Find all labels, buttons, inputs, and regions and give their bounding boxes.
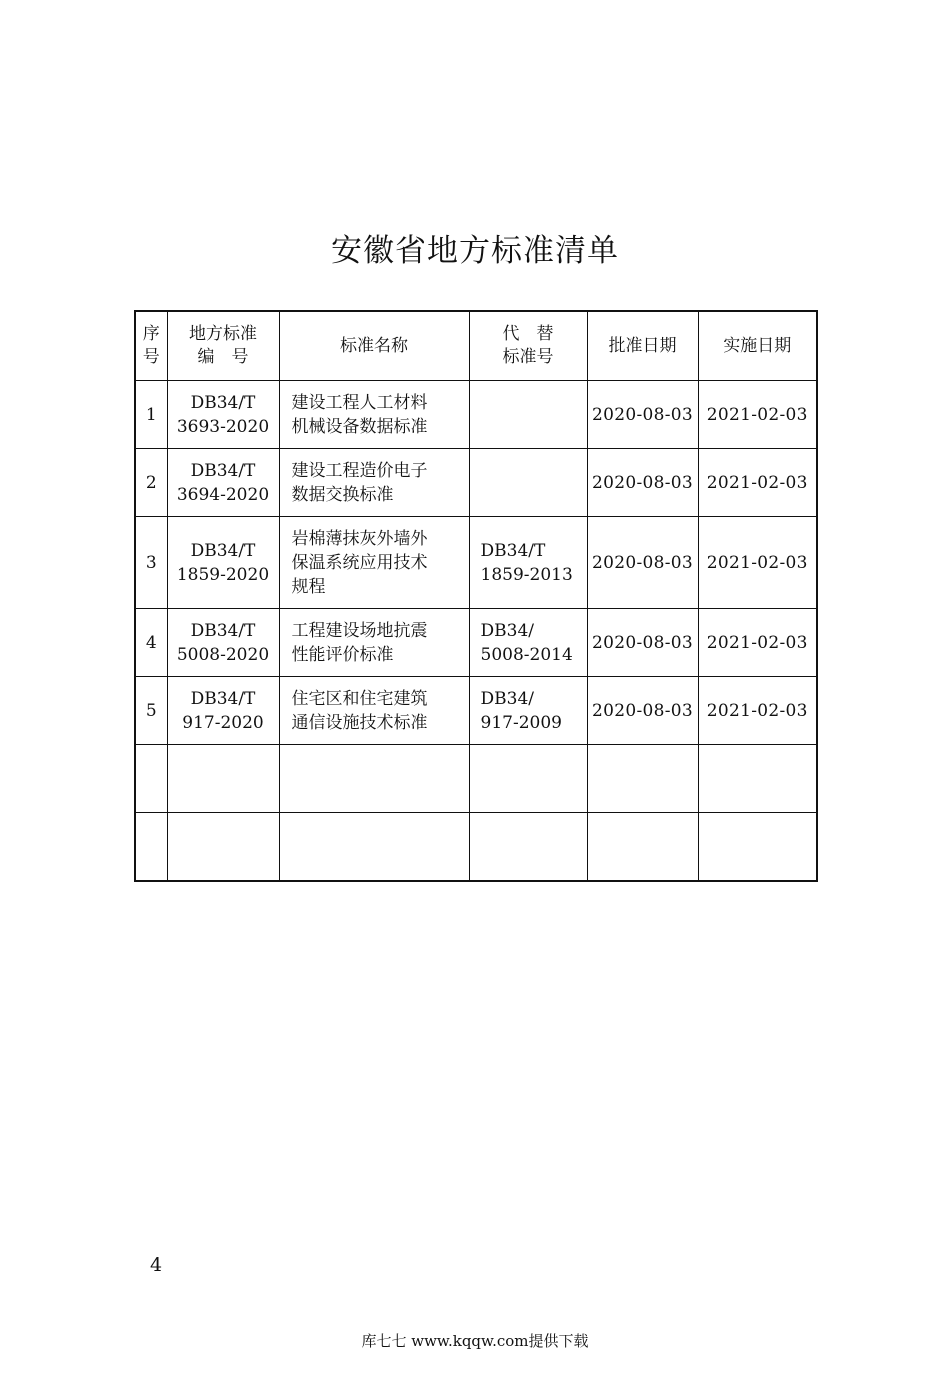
table-header-row	[135, 311, 817, 381]
table-row	[135, 449, 817, 517]
cell-approve-date: 2020-08-03	[587, 517, 698, 609]
cell-replace	[469, 449, 587, 517]
table-row	[135, 517, 817, 609]
header-effective-date: 实施日期	[698, 311, 817, 381]
table-row	[135, 677, 817, 745]
header-approve-date: 批准日期	[587, 311, 698, 381]
empty-cell	[587, 813, 698, 882]
standards-table	[134, 310, 818, 882]
cell-code: DB34/T 5008-2020	[167, 609, 279, 677]
table-row	[135, 609, 817, 677]
empty-cell	[279, 813, 469, 882]
cell-effective-date: 2021-02-03	[698, 449, 817, 517]
cell-name: 建设工程造价电子 数据交换标准	[279, 449, 469, 517]
header-name: 标准名称	[279, 311, 469, 381]
cell-name: 岩棉薄抹灰外墙外 保温系统应用技术 规程	[279, 517, 469, 609]
cell-replace: DB34/T 1859-2013	[469, 517, 587, 609]
header-code: 地方标准 编 号	[167, 311, 279, 381]
empty-cell	[135, 745, 167, 813]
empty-cell	[167, 745, 279, 813]
cell-approve-date: 2020-08-03	[587, 381, 698, 449]
cell-seq: 3	[135, 517, 167, 609]
cell-effective-date: 2021-02-03	[698, 381, 817, 449]
footer-credit: 库七七 www.kqqw.com提供下载	[361, 1332, 589, 1350]
empty-cell	[135, 813, 167, 882]
table-row-empty	[135, 745, 817, 813]
table-row-empty	[135, 813, 817, 882]
cell-code: DB34/T 3693-2020	[167, 381, 279, 449]
cell-seq: 4	[135, 609, 167, 677]
cell-approve-date: 2020-08-03	[587, 677, 698, 745]
cell-code: DB34/T 917-2020	[167, 677, 279, 745]
cell-seq: 1	[135, 381, 167, 449]
empty-cell	[698, 745, 817, 813]
cell-effective-date: 2021-02-03	[698, 517, 817, 609]
empty-cell	[167, 813, 279, 882]
cell-name: 工程建设场地抗震 性能评价标准	[279, 609, 469, 677]
empty-cell	[279, 745, 469, 813]
cell-name: 建设工程人工材料 机械设备数据标准	[279, 381, 469, 449]
cell-code: DB34/T 1859-2020	[167, 517, 279, 609]
cell-replace: DB34/ 917-2009	[469, 677, 587, 745]
header-seq: 序 号	[135, 311, 167, 381]
cell-approve-date: 2020-08-03	[587, 609, 698, 677]
cell-effective-date: 2021-02-03	[698, 609, 817, 677]
empty-cell	[469, 745, 587, 813]
cell-replace: DB34/ 5008-2014	[469, 609, 587, 677]
cell-code: DB34/T 3694-2020	[167, 449, 279, 517]
cell-replace	[469, 381, 587, 449]
empty-cell	[469, 813, 587, 882]
cell-effective-date: 2021-02-03	[698, 677, 817, 745]
table-row	[135, 381, 817, 449]
empty-cell	[698, 813, 817, 882]
page-title: 安徽省地方标准清单	[331, 233, 619, 269]
page-number: 4	[150, 1254, 163, 1276]
cell-approve-date: 2020-08-03	[587, 449, 698, 517]
cell-name: 住宅区和住宅建筑 通信设施技术标准	[279, 677, 469, 745]
empty-cell	[587, 745, 698, 813]
header-replace: 代 替 标准号	[469, 311, 587, 381]
cell-seq: 2	[135, 449, 167, 517]
cell-seq: 5	[135, 677, 167, 745]
